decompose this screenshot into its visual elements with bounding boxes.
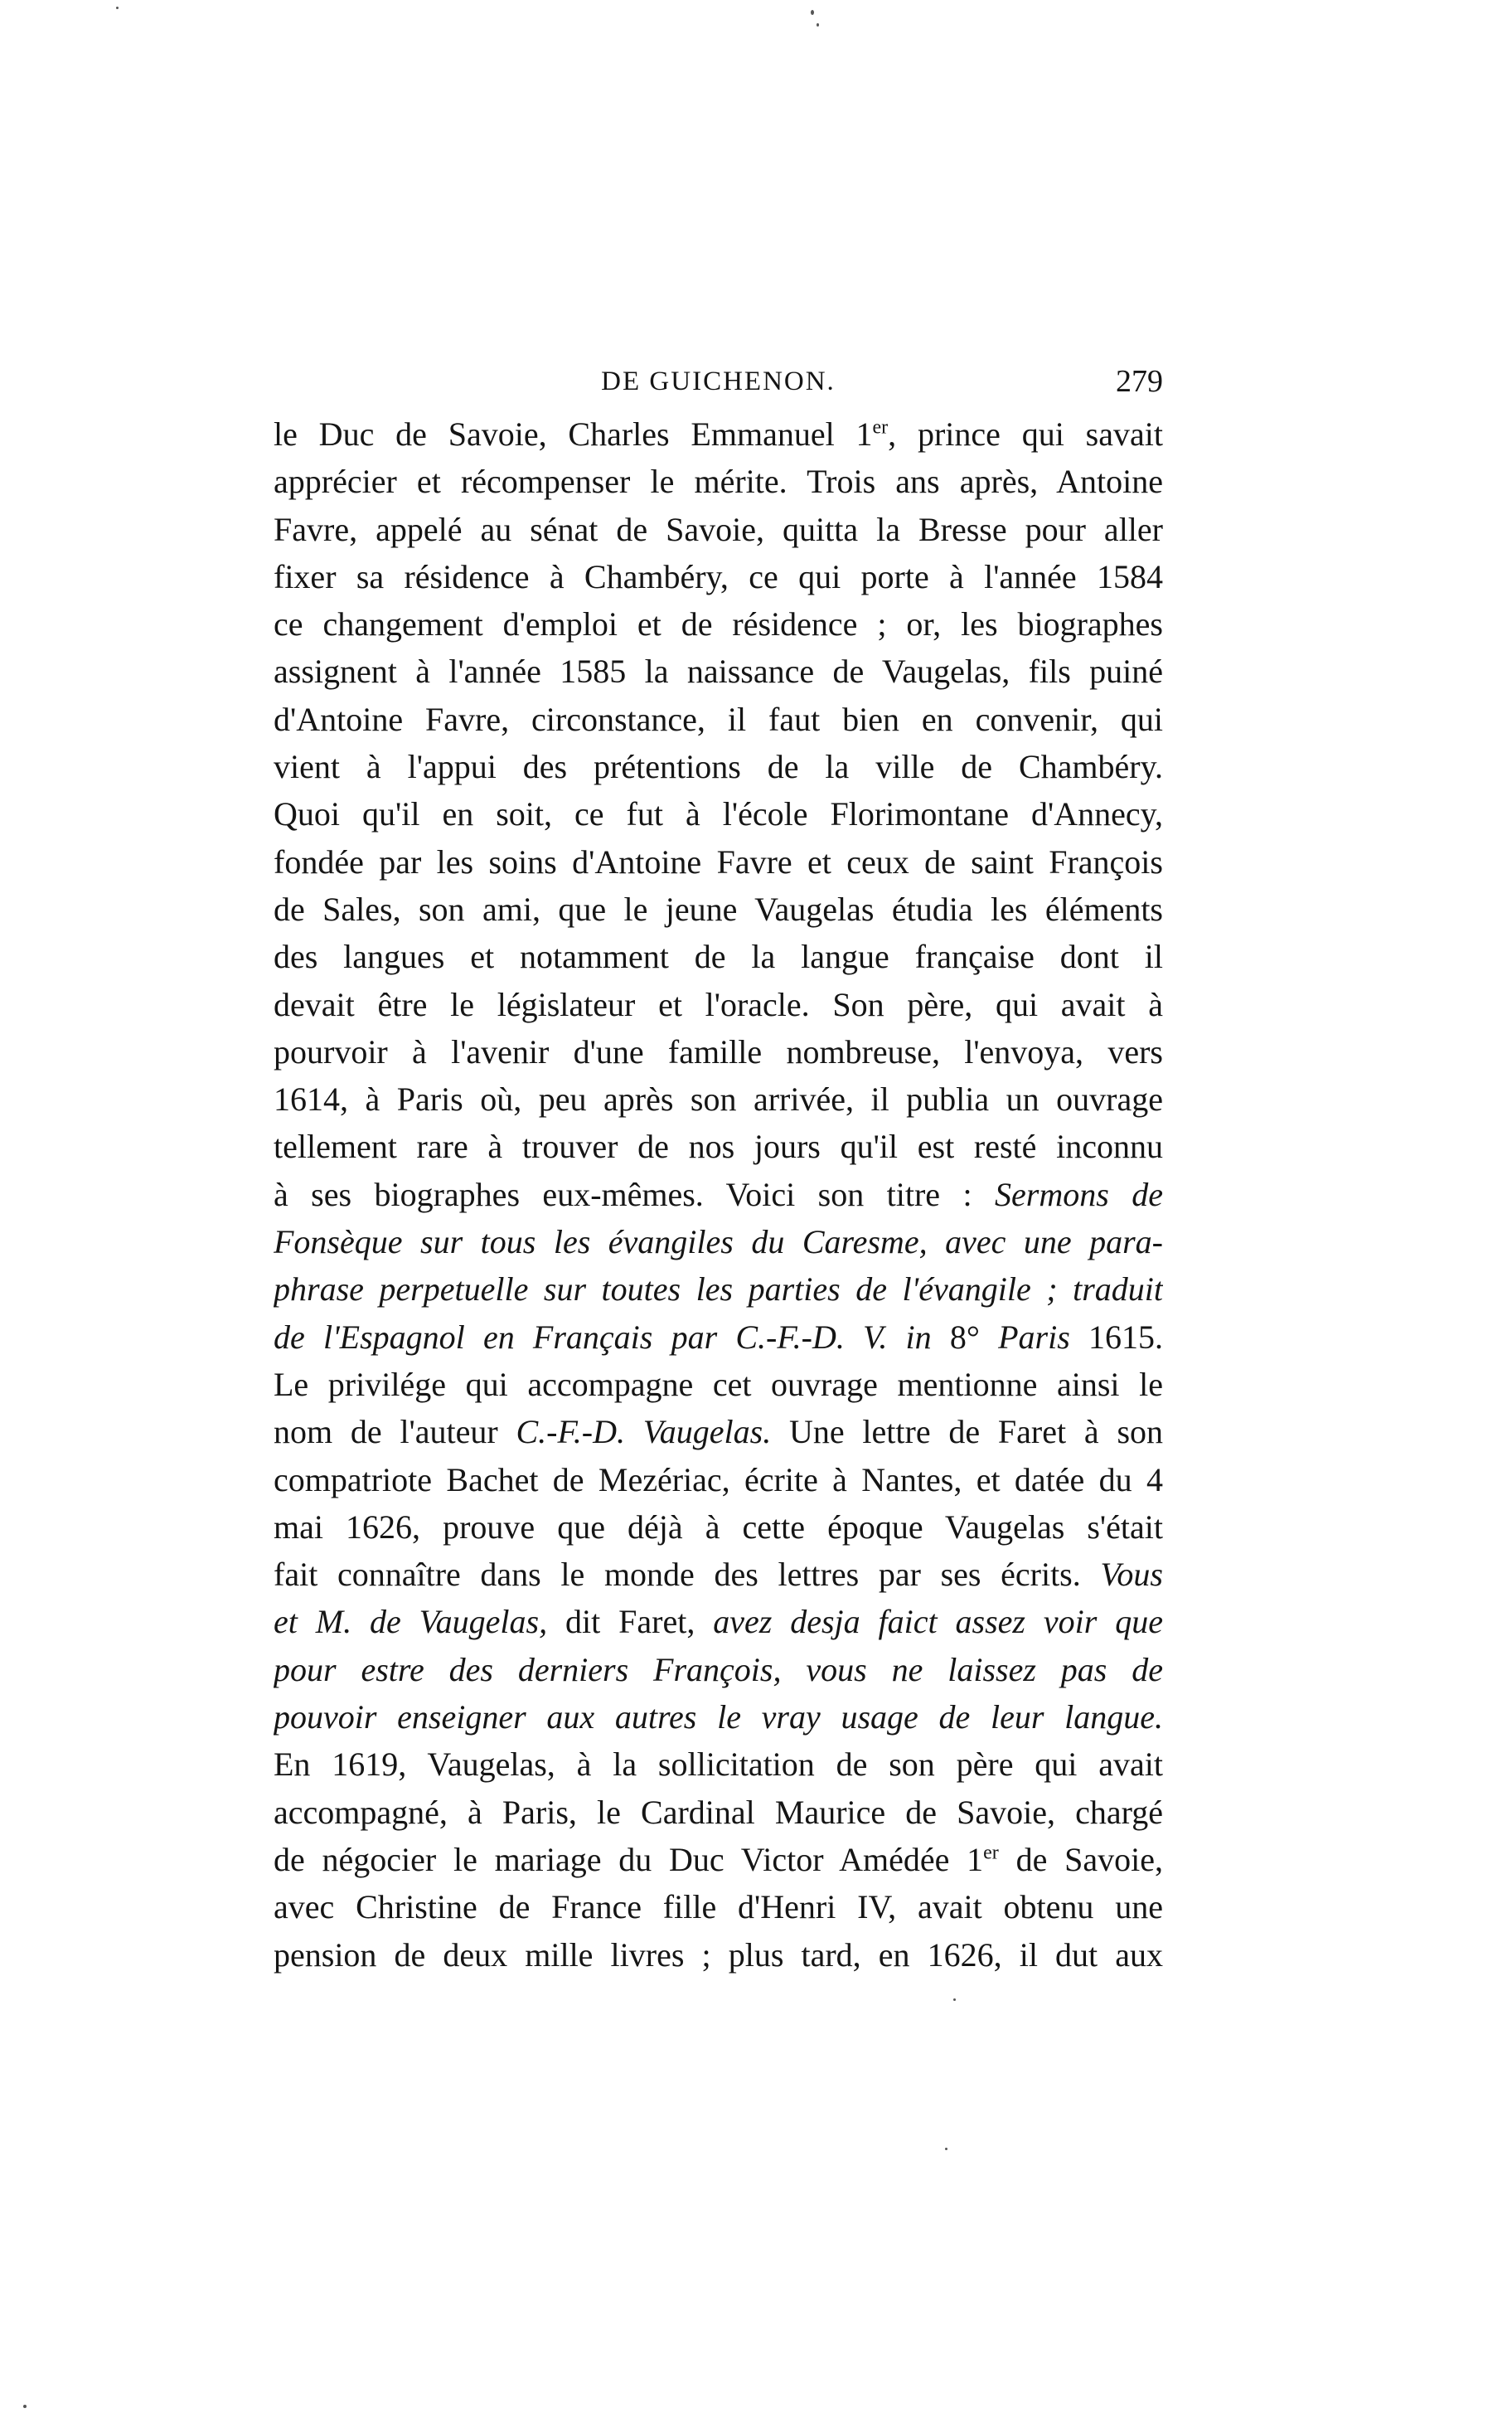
text-line bbox=[274, 1265, 1163, 1313]
text-run: devait être le législateur et l'oracle. Son père, qui avait à bbox=[274, 985, 1163, 1023]
text-line bbox=[274, 1361, 1163, 1408]
text-line bbox=[274, 1171, 1163, 1218]
text-run: Favre, appelé au sénat de Savoie, quitta la Bresse pour aller bbox=[274, 510, 1163, 548]
text-line bbox=[274, 1836, 1163, 1883]
text-run: avec Christine de France fille d'Henri IV, avait obtenu une bbox=[274, 1888, 1163, 1926]
superscript: er bbox=[983, 1842, 999, 1864]
text-line bbox=[274, 600, 1163, 648]
text-line bbox=[274, 1646, 1163, 1693]
text-run: assignent à l'année 1585 la naissance de Vaugelas, fils puiné bbox=[274, 653, 1163, 691]
text-run: accompagné, à Paris, le Cardinal Maurice de Savoie, chargé bbox=[274, 1793, 1163, 1831]
text-run: En 1619, Vaugelas, à la sollicitation de son père qui avait bbox=[274, 1746, 1163, 1784]
italic-run: phrase perpetuelle sur toutes les parties de l'évangile ; traduit bbox=[274, 1270, 1163, 1309]
text-line bbox=[274, 1503, 1163, 1551]
text-run: le Duc de Savoie, Charles Emmanuel 1 bbox=[274, 415, 873, 453]
text-run: pourvoir à l'avenir d'une famille nombreuse, l'envoya, vers bbox=[274, 1032, 1163, 1071]
running-head bbox=[274, 357, 1163, 406]
italic-run: Paris bbox=[998, 1318, 1070, 1356]
italic-run: et M. de Vaugelas, bbox=[274, 1603, 548, 1641]
scan-speck bbox=[811, 10, 814, 15]
text-run: fixer sa résidence à Chambéry, ce qui porte à l'année 1584 bbox=[274, 557, 1163, 595]
scan-speck bbox=[817, 23, 819, 27]
scan-speck bbox=[116, 7, 119, 9]
italic-run: de l'Espagnol en Français par C.-F.-D. V. in bbox=[274, 1318, 932, 1356]
text-line bbox=[274, 1075, 1163, 1123]
text-run: Quoi qu'il en soit, ce fut à l'école Florimontane d'Annecy, bbox=[274, 795, 1163, 833]
text-run: Le privilége qui accompagne cet ouvrage mentionne ainsi le bbox=[274, 1365, 1163, 1403]
text-run: 1614, à Paris où, peu après son arrivée, il publia un ouvrage bbox=[274, 1080, 1163, 1119]
italic-run: Vous bbox=[1100, 1556, 1163, 1594]
text-line bbox=[274, 1123, 1163, 1170]
text-line bbox=[274, 1789, 1163, 1836]
text-run: d'Antoine Favre, circonstance, il faut bien en convenir, qui bbox=[274, 700, 1163, 738]
text-run: vient à l'appui des prétentions de la ville de Chambéry. bbox=[274, 748, 1163, 786]
text-line bbox=[274, 981, 1163, 1028]
text-line bbox=[274, 886, 1163, 933]
text-line bbox=[274, 1408, 1163, 1455]
text-line bbox=[274, 1313, 1163, 1361]
italic-run: pour estre des derniers François, vous ne laissez pas de bbox=[274, 1650, 1163, 1688]
text-line bbox=[274, 1693, 1163, 1741]
text-line bbox=[274, 648, 1163, 695]
text-line bbox=[274, 696, 1163, 743]
text-line bbox=[274, 790, 1163, 838]
text-run: ce changement d'emploi et de résidence ; or, les biographes bbox=[274, 605, 1163, 643]
text-run: de négocier le mariage du Duc Victor Amédée 1 bbox=[274, 1840, 984, 1878]
text-line bbox=[274, 1598, 1163, 1645]
text-line bbox=[274, 458, 1163, 505]
text-line bbox=[274, 506, 1163, 553]
text-run: Une lettre de Faret à son bbox=[771, 1413, 1163, 1451]
text-run: des langues et notamment de la langue française dont il bbox=[274, 938, 1163, 976]
text-run: tellement rare à trouver de nos jours qu'il est resté inconnu bbox=[274, 1128, 1163, 1166]
scan-speck bbox=[953, 1998, 956, 2001]
text-run: dit Faret, bbox=[547, 1603, 714, 1641]
italic-run: pouvoir enseigner aux autres le vray usage de leur langue. bbox=[274, 1698, 1163, 1736]
italic-run: Fonsèque sur tous les évangiles du Caresme, avec une para- bbox=[274, 1223, 1163, 1261]
italic-run: Sermons de bbox=[995, 1175, 1163, 1213]
text-run: de Savoie, bbox=[998, 1840, 1163, 1878]
superscript: er bbox=[872, 416, 889, 439]
text-run: à ses biographes eux-mêmes. Voici son titre : bbox=[274, 1175, 996, 1213]
text-run: , prince qui savait bbox=[888, 415, 1163, 453]
text-run: pension de deux mille livres ; plus tard, en 1626, il dut aux bbox=[274, 1935, 1163, 1974]
scan-speck bbox=[945, 2148, 947, 2150]
text-run: compatriote Bachet de Mezériac, écrite à Nantes, et datée du 4 bbox=[274, 1460, 1163, 1498]
italic-run: C.-F.-D. Vaugelas. bbox=[516, 1413, 772, 1451]
running-title: DE GUICHENON. bbox=[601, 367, 836, 396]
text-line bbox=[274, 1551, 1163, 1598]
text-run: 8° bbox=[931, 1318, 999, 1356]
text-run: apprécier et récompenser le mérite. Trois ans après, Antoine bbox=[274, 463, 1163, 501]
text-run: 1615. bbox=[1069, 1318, 1163, 1356]
text-run: fondée par les soins d'Antoine Favre et ceux de saint François bbox=[274, 842, 1163, 881]
text-line bbox=[274, 1883, 1163, 1930]
text-line bbox=[274, 838, 1163, 886]
page-number: 279 bbox=[1116, 364, 1163, 399]
text-line bbox=[274, 1218, 1163, 1265]
text-line bbox=[274, 410, 1163, 458]
body-text bbox=[274, 410, 1163, 1979]
text-line bbox=[274, 743, 1163, 790]
italic-run: avez desja faict assez voir que bbox=[713, 1603, 1163, 1641]
text-line bbox=[274, 933, 1163, 980]
text-line bbox=[274, 1741, 1163, 1788]
text-run: de Sales, son ami, que le jeune Vaugelas étudia les éléments bbox=[274, 890, 1163, 928]
text-run: nom de l'auteur bbox=[274, 1413, 516, 1451]
text-run: fait connaître dans le monde des lettres par ses écrits. bbox=[274, 1556, 1101, 1594]
text-line bbox=[274, 553, 1163, 600]
text-line bbox=[274, 1931, 1163, 1979]
scan-speck bbox=[23, 2405, 27, 2408]
text-line bbox=[274, 1456, 1163, 1503]
text-line bbox=[274, 1028, 1163, 1075]
text-run: mai 1626, prouve que déjà à cette époque Vaugelas s'était bbox=[274, 1508, 1163, 1546]
